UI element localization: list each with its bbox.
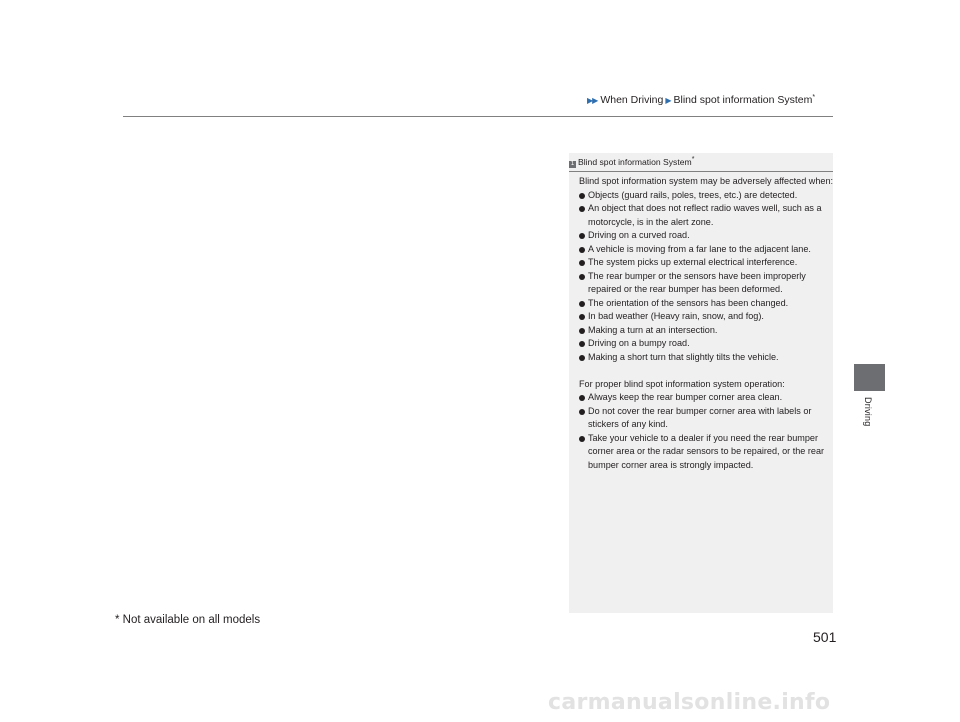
section-tab-marker bbox=[854, 364, 885, 391]
list-item: Do not cover the rear bumper corner area with labels or stickers of any kind. bbox=[579, 405, 835, 432]
sidebar-note bbox=[569, 153, 833, 613]
condition-list bbox=[579, 189, 835, 365]
breadcrumb bbox=[587, 94, 815, 106]
list-item: The orientation of the sensors has been changed. bbox=[579, 297, 835, 311]
list-item: Driving on a curved road. bbox=[579, 229, 835, 243]
sidebar-title-text: Blind spot information System bbox=[578, 157, 692, 167]
list-item: Always keep the rear bumper corner area clean. bbox=[579, 391, 835, 405]
header-divider bbox=[123, 116, 833, 117]
operation-intro-text: For proper blind spot information system operation: bbox=[579, 378, 785, 389]
list-item: Making a turn at an intersection. bbox=[579, 324, 835, 338]
reference-number-badge: 1 bbox=[570, 161, 575, 167]
list-item: Objects (guard rails, poles, trees, etc.) are detected. bbox=[579, 189, 835, 203]
list-item: Making a short turn that slightly tilts the vehicle. bbox=[579, 351, 835, 365]
list-item: The rear bumper or the sensors have been improperly repaired or the rear bumper has been deformed. bbox=[579, 270, 835, 297]
title-asterisk: * bbox=[691, 156, 695, 163]
spacer bbox=[579, 364, 835, 378]
arrow-icon: ▶ bbox=[665, 96, 672, 105]
list-item: In bad weather (Heavy rain, snow, and fog). bbox=[579, 310, 835, 324]
asterisk: * bbox=[812, 94, 816, 101]
list-item: Take your vehicle to a dealer if you need the rear bumper corner area or the radar sensors to be repaired, or the rear bumper corner area is strongly impacted. bbox=[579, 432, 835, 473]
list-item: The system picks up external electrical interference. bbox=[579, 256, 835, 270]
double-arrow-icon: ▶▶ bbox=[587, 96, 598, 105]
breadcrumb-topic: Blind spot information System bbox=[673, 94, 813, 106]
section-tab-label: Driving bbox=[863, 397, 873, 427]
list-item: An object that does not reflect radio waves well, such as a motorcycle, is in the alert zone. bbox=[579, 202, 835, 229]
breadcrumb-section: When Driving bbox=[600, 94, 664, 106]
operation-list bbox=[579, 391, 835, 472]
sidebar-title bbox=[569, 156, 833, 172]
intro-text: Blind spot information system may be adversely affected when: bbox=[579, 176, 834, 186]
list-item: Driving on a bumpy road. bbox=[579, 337, 835, 351]
list-item: A vehicle is moving from a far lane to the adjacent lane. bbox=[579, 243, 835, 257]
watermark: carmanualsonline.info bbox=[548, 690, 831, 715]
footnote: * Not available on all models bbox=[115, 614, 261, 626]
sidebar-body bbox=[579, 175, 835, 472]
page-number: 501 bbox=[813, 629, 837, 645]
